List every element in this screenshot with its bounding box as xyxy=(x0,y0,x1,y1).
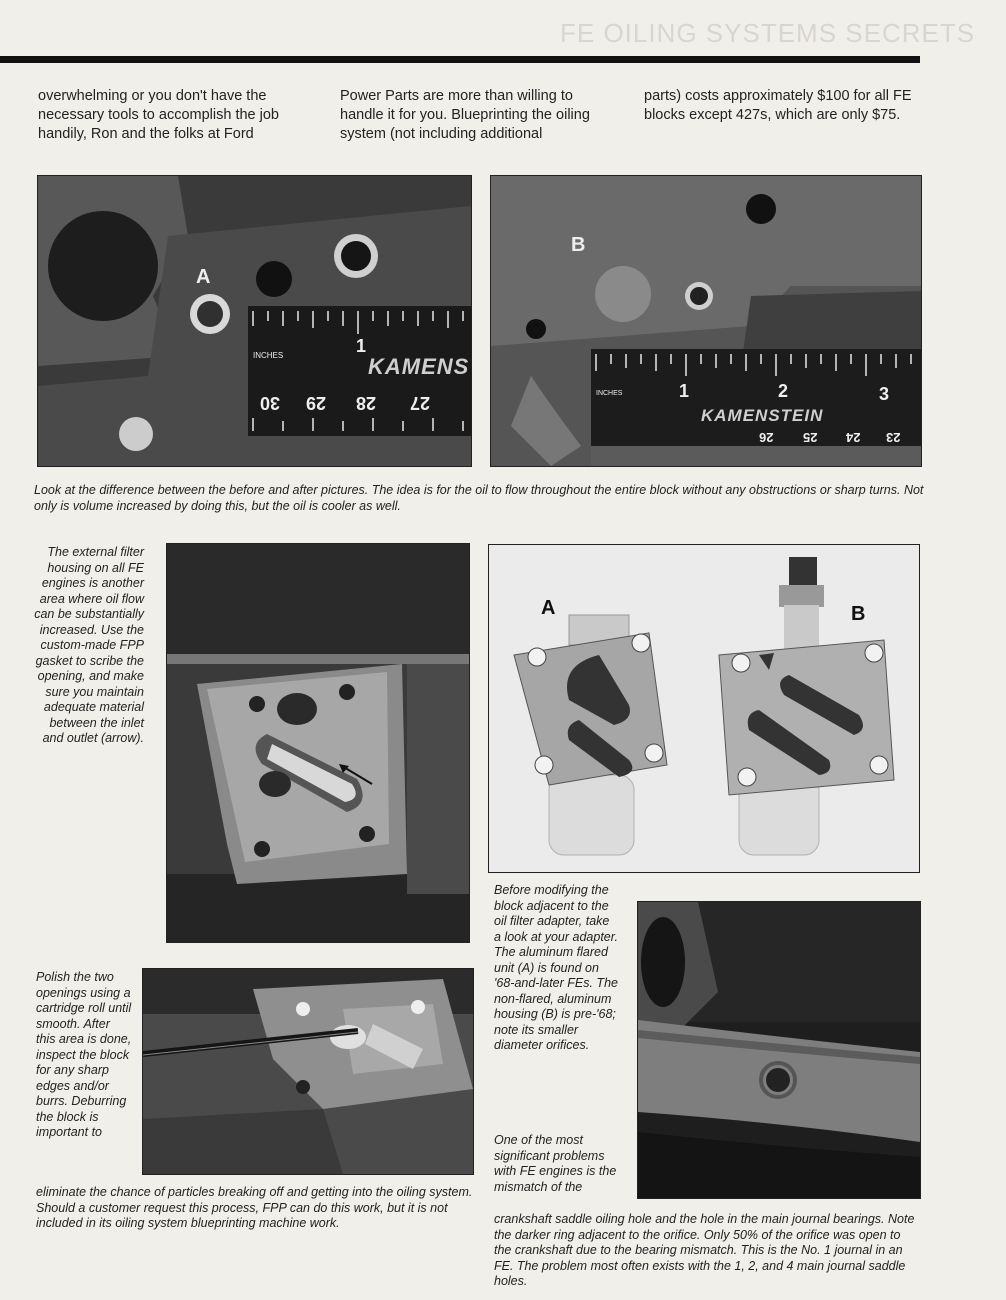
caption-before-after: Look at the difference between the before and after pictures. The idea is for the oil to flow throughout the entire block without any obstructions or sharp turns. Not only is volume increased by doing this, but the oil is cooler as well. xyxy=(34,483,924,513)
photo-block-before xyxy=(37,175,472,467)
ghost-header-title: FE OILING SYSTEMS SECRETS xyxy=(560,18,976,48)
photo-filter-housing xyxy=(166,543,470,943)
body-text-col1: overwhelming or you don't have the necessary tools to accomplish the job handily, Ron and the folks at Ford xyxy=(38,88,279,142)
adapter-label-a: A xyxy=(541,597,556,619)
caption-polish-bottom: eliminate the chance of particles breaking off and getting into the oiling system. Should a customer request this process, FPP can do this work, but it is not included in its oiling system blueprinting machine work. xyxy=(36,1185,473,1230)
caption-polish-side: Polish the two openings using a cartridge roll until smooth. After this area is done, inspect the block for any sharp edges and/or burrs. Deburring the block is important to xyxy=(36,970,132,1139)
ruler-number-right-25: 25 xyxy=(803,430,818,445)
ruler-number-left-1: 1 xyxy=(356,336,367,356)
photo-block-after xyxy=(490,175,922,467)
ruler-number-left-30: 30 xyxy=(260,393,281,413)
ruler-brand-right: KAMENSTEIN xyxy=(701,406,824,425)
body-text-col2: Power Parts are more than willing to handle it for you. Blueprinting the oiling system (not including additional xyxy=(340,88,590,142)
photo-label-a: A xyxy=(196,266,211,288)
ruler-number-right-3: 3 xyxy=(879,384,890,404)
ruler-number-right-24: 24 xyxy=(846,430,861,445)
ruler-units-right: INCHES xyxy=(596,390,623,397)
photo-polish-openings xyxy=(142,968,474,1175)
ruler-number-right-23: 23 xyxy=(886,430,901,445)
ruler-number-left-28: 28 xyxy=(356,393,377,413)
caption-filter-housing: The external filter housing on all FE engines is another area where oil flow can be substantially increased. Use the custom-made FPP gasket to scribe the opening, and make sure you maintain adequate material between the inlet and outlet (arrow). xyxy=(34,545,144,745)
ruler-number-left-27: 27 xyxy=(410,393,431,413)
ruler-number-left-29: 29 xyxy=(306,393,327,413)
photo-label-b: B xyxy=(571,234,586,256)
ruler-brand-left: KAMENS xyxy=(368,354,470,379)
caption-adapter: Before modifying the block adjacent to the oil filter adapter, take a look at your adapter. The aluminum flared unit (A) is found on '68-and-later FEs. The non-flared, aluminum housing (B) is pre-'68; note its smaller diameter orifices. xyxy=(494,883,618,1052)
ruler-units-left: INCHES xyxy=(253,351,284,360)
adapter-label-b: B xyxy=(851,603,866,625)
ruler-number-right-2: 2 xyxy=(778,381,789,401)
caption-mismatch-side: One of the most significant problems with FE engines is the mismatch of the xyxy=(494,1133,617,1194)
ruler-number-right-26: 26 xyxy=(759,430,774,445)
top-rule xyxy=(0,56,920,63)
caption-mismatch-bottom: crankshaft saddle oiling hole and the hole in the main journal bearings. Note the darker ring adjacent to the orifice. Only 50% of the orifice was open to the crankshaft due to the bearing mismatch. This is the No. 1 journal in an FE. The problem most often exists with the 1, 2, and 4 main journal saddle holes. xyxy=(494,1212,915,1288)
ruler-number-right-1: 1 xyxy=(679,381,690,401)
photo-crankshaft-saddle xyxy=(637,901,921,1199)
body-text-col3: parts) costs approximately $100 for all FE blocks except 427s, which are only $75. xyxy=(644,88,912,123)
photo-oil-filter-adapters xyxy=(488,544,920,873)
